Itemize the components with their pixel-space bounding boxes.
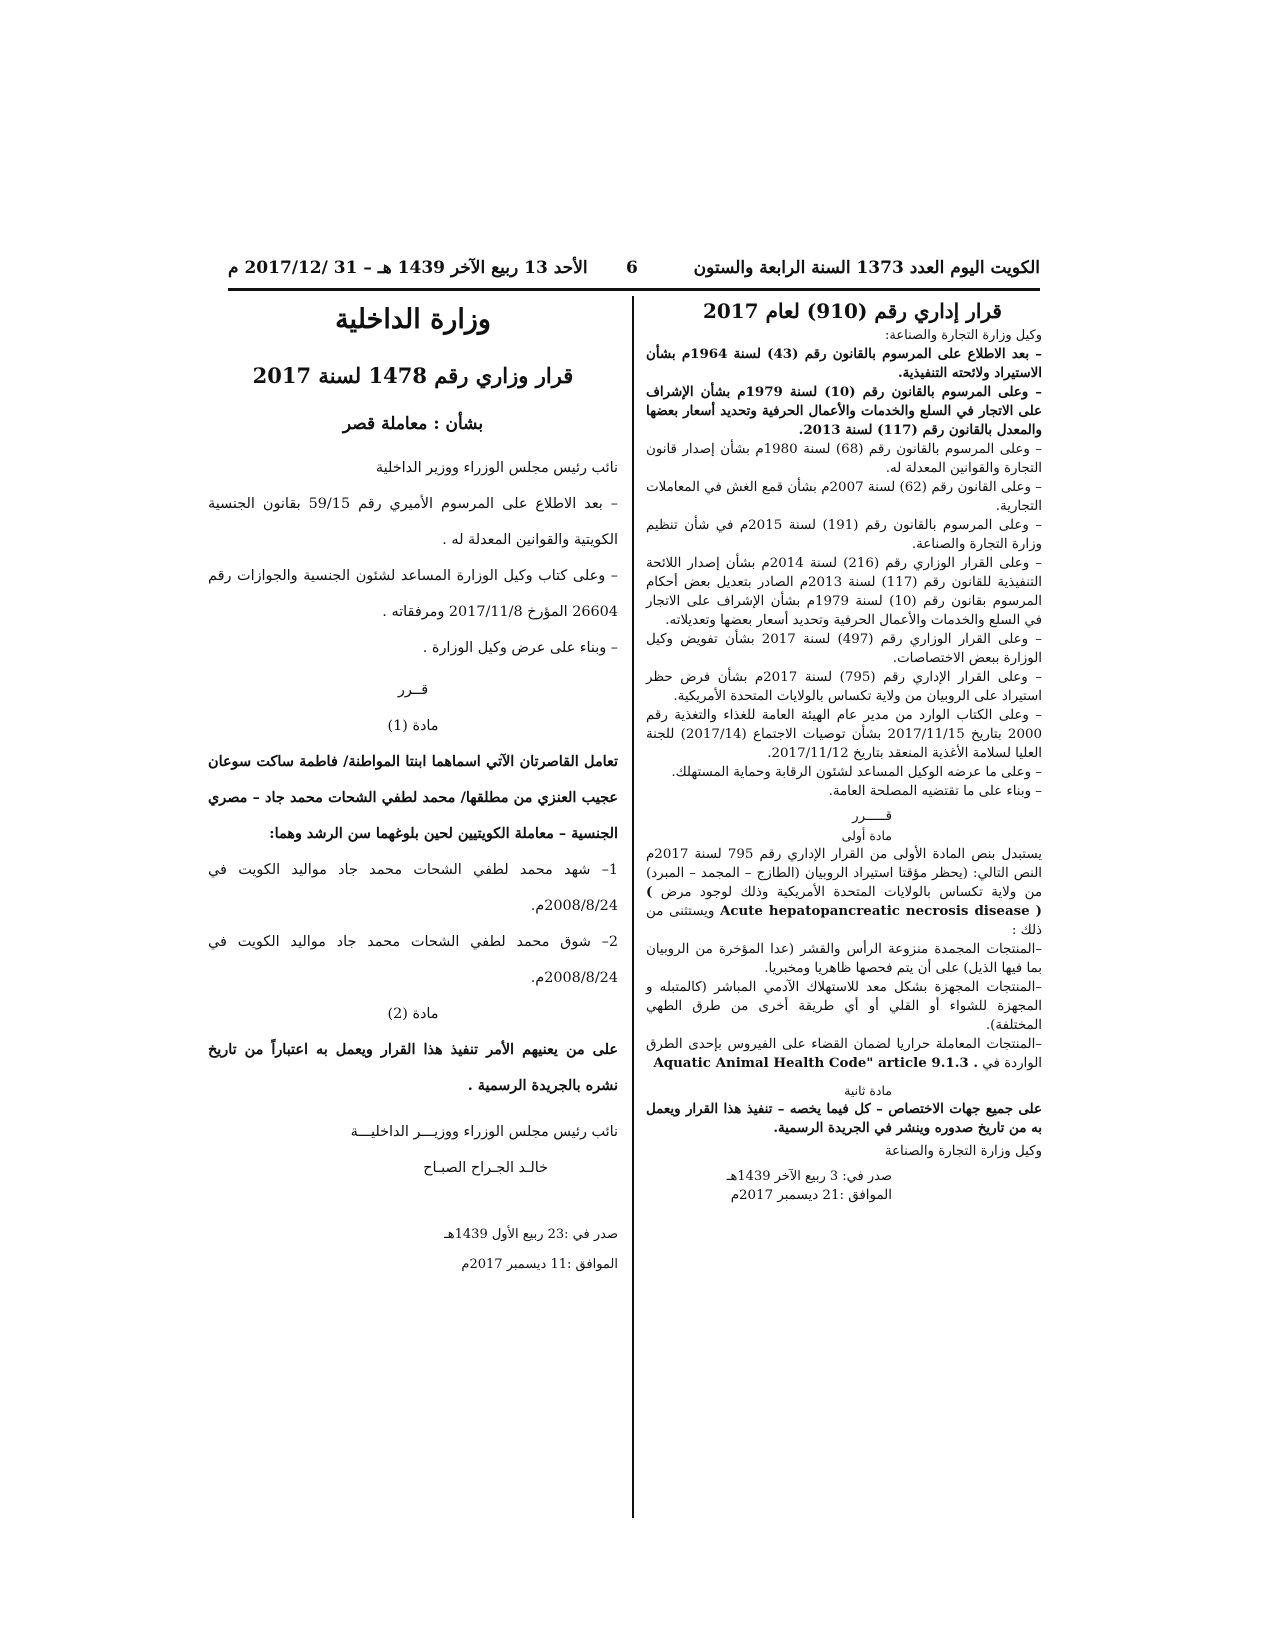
exception-item: –المنتجات المجمدة منزوعة الرأس والقشر (عدا المؤخرة من الروبيان بما فيها الذيل) على أن يتم فحصها ظاهريا ومخبريا. bbox=[646, 942, 1042, 976]
header-date: الأحد 13 ربيع الآخر 1439 هـ – 31 /2017/12 م bbox=[228, 258, 588, 278]
decision-910-column bbox=[646, 296, 1042, 1205]
recital: – وعلى القرار الوزاري رقم (216) لسنة 2014م بشأن إصدار اللائحة التنفيذية للقانون رقم (117) لسنة 2013م الصادر بتعديل بعض أحكام المرسوم بقانون رقم (10) لسنة 1979م بشأن الإشراف على الاتجار في السلع والخدمات والأعمال الحرفية وتحديد أسعار بعضها وتعديلاته. bbox=[646, 556, 1043, 628]
article-2-heading: مادة (2) bbox=[387, 1006, 439, 1022]
exception-item: –المنتجات المجهزة بشكل معد للاستهلاك الآدمي المباشر (كالمتبله و المجهزة للشواء أو القلي أو أي طريقة أخرى من طرق الطهي المختلفة). bbox=[646, 980, 1042, 1033]
recital: – وبناء على عرض وكيل الوزارة . bbox=[422, 640, 618, 656]
header-publication-issue: الكويت اليوم العدد 1373 السنة الرابعة والستون bbox=[693, 258, 1040, 278]
page-header bbox=[228, 258, 1040, 288]
code-reference: Aquatic Animal Health Code" article 9.1.3 . bbox=[653, 1055, 979, 1071]
recital: – وعلى القرار الإداري رقم (795) لسنة 2017م بشأن فرض حظر استيراد على الروبيان من ولاية تكساس بالولايات المتحدة الأمريكية. bbox=[646, 670, 1043, 704]
signature-name: خالـد الجـراح الصبـاح bbox=[423, 1160, 548, 1176]
decision-1478-title: قرار وزاري رقم 1478 لسنة 2017 bbox=[252, 363, 574, 388]
recital: – وعلى كتاب وكيل الوزارة المساعد لشئون الجنسية والجوازات رقم 26604 المؤرخ 2017/11/8 ومرفقاته . bbox=[208, 568, 618, 620]
header-page-number: 6 bbox=[626, 258, 638, 278]
decision-1478-subject: بشأن : معاملة قصر bbox=[342, 414, 484, 434]
issued-hijri: صدر في: 3 ربيع الآخر 1439هـ bbox=[726, 1169, 892, 1184]
article-2-text: على جميع جهات الاختصاص – كل فيما يخصه – تنفيذ هذا القرار ويعمل به من تاريخ صدوره وينشر في الجريدة الرسمية. bbox=[646, 1101, 1042, 1136]
minor-item: 2– شوق محمد لطفي الشحات محمد جاد مواليد الكويت في 2008/8/24م. bbox=[208, 934, 618, 986]
article-1-exception: ويستثنى من ذلك : bbox=[646, 904, 1042, 938]
exception-item bbox=[646, 1035, 1042, 1073]
decides-heading: قــرر bbox=[397, 682, 429, 698]
recital: – وبناء على ما تقتضيه المصلحة العامة. bbox=[828, 784, 1042, 799]
column-divider bbox=[632, 296, 634, 1518]
decision-1478-issuer: نائب رئيس مجلس الوزراء ووزير الداخلية bbox=[375, 460, 618, 476]
signature: وكيل وزارة التجارة والصناعة bbox=[884, 1144, 1042, 1159]
disease-name: ( Acute hepatopancreatic necrosis disease ) bbox=[646, 884, 1042, 919]
decision-910-title: قرار إداري رقم (910) لعام 2017 bbox=[702, 299, 1002, 323]
exception-text: –المنتجات المعاملة حراريا لضمان القضاء على الفيروس بإحدى الطرق الواردة في bbox=[646, 1037, 1042, 1071]
issued-gregorian: الموافق :21 ديسمبر 2017م bbox=[730, 1188, 892, 1203]
recital: – بعد الاطلاع على المرسوم بالقانون رقم (43) لسنة 1964م بشأن الاستيراد ولائحته التنفيذية. bbox=[646, 346, 1042, 381]
recital: – بعد الاطلاع على المرسوم الأميري رقم 59/15 بقانون الجنسية الكويتية والقوانين المعدلة له . bbox=[208, 496, 618, 548]
recital: – وعلى ما عرضه الوكيل المساعد لشئون الرقابة وحماية المستهلك. bbox=[671, 765, 1042, 780]
article-2-text: على من يعنيهم الأمر تنفيذ هذا القرار ويعمل به اعتباراً من تاريخ نشره بالجريدة الرسمية . bbox=[208, 1041, 618, 1094]
article-1-heading: مادة (1) bbox=[387, 718, 439, 734]
article-1-text: تعامل القاصرتان الآتي اسماهما ابنتا المواطنة/ فاطمة ساكت سوعان عجيب العنزي من مطلقها/ محمد لطفي الشحات محمد جاد – مصري الجنسية – معاملة الكويتيين لحين بلوغهما سن الرشد وهما: bbox=[208, 753, 618, 842]
recital: – وعلى المرسوم بالقانون رقم (191) لسنة 2015م في شأن تنظيم وزارة التجارة والصناعة. bbox=[646, 518, 1043, 552]
decides-heading: قـــــرر bbox=[852, 809, 892, 824]
decision-910-issuer: وكيل وزارة التجارة والصناعة: bbox=[885, 328, 1042, 343]
signature-title: نائب رئيس مجلس الوزراء ووزيـــر الداخليـــة bbox=[350, 1124, 618, 1140]
recital: – وعلى المرسوم بالقانون رقم (10) لسنة 1979م بشأن الإشراف على الاتجار في السلع والخدمات والأعمال الحرفية وتحديد أسعار بعضها والمعدل بالقانون رقم (117) لسنة 2013. bbox=[646, 384, 1042, 438]
issued-gregorian: الموافق :11 ديسمبر 2017م bbox=[461, 1257, 618, 1272]
issued-hijri: صدر في :23 ربيع الأول 1439هـ bbox=[443, 1227, 618, 1242]
ministry-heading: وزارة الداخلية bbox=[335, 304, 491, 335]
minor-item: 1– شهد محمد لطفي الشحات محمد جاد مواليد الكويت في 2008/8/24م. bbox=[208, 862, 618, 914]
recital: – وعلى القانون رقم (62) لسنة 2007م بشأن قمع الغش في المعاملات التجارية. bbox=[646, 480, 1042, 514]
article-1-heading: مادة أولى bbox=[841, 828, 892, 843]
recital: – وعلى القرار الوزاري رقم (497) لسنة 2017 بشأن تفويض وكيل الوزارة ببعض الاختصاصات. bbox=[646, 632, 1042, 666]
recital: – وعلى الكتاب الوارد من مدير عام الهيئة العامة للغذاء والتغذية رقم 2000 بتاريخ 2017/11/15 بشأن توصيات الاجتماع (2017/14) للجنة العليا لسلامة الأغذية المنعقد بتاريخ 2017/11/12. bbox=[646, 708, 1042, 761]
recital: – وعلى المرسوم بالقانون رقم (68) لسنة 1980م بشأن إصدار قانون التجارة والقوانين المعدلة له. bbox=[646, 442, 1043, 476]
article-1-body: يستبدل بنص المادة الأولى من القرار الإداري رقم 795 لسنة 2017م النص التالي: (يحظر مؤقتا استيراد الروبيان (الطازج – المجمد – المبرد) من ولاية تكساس بالولايات المتحدة الأمريكية وذلك لوجود مرض bbox=[646, 847, 1042, 900]
decision-1478-column bbox=[208, 296, 618, 1280]
article-1-text bbox=[646, 845, 1042, 940]
header-rule bbox=[228, 288, 1040, 291]
article-2-heading: مادة ثانية bbox=[844, 1083, 892, 1098]
